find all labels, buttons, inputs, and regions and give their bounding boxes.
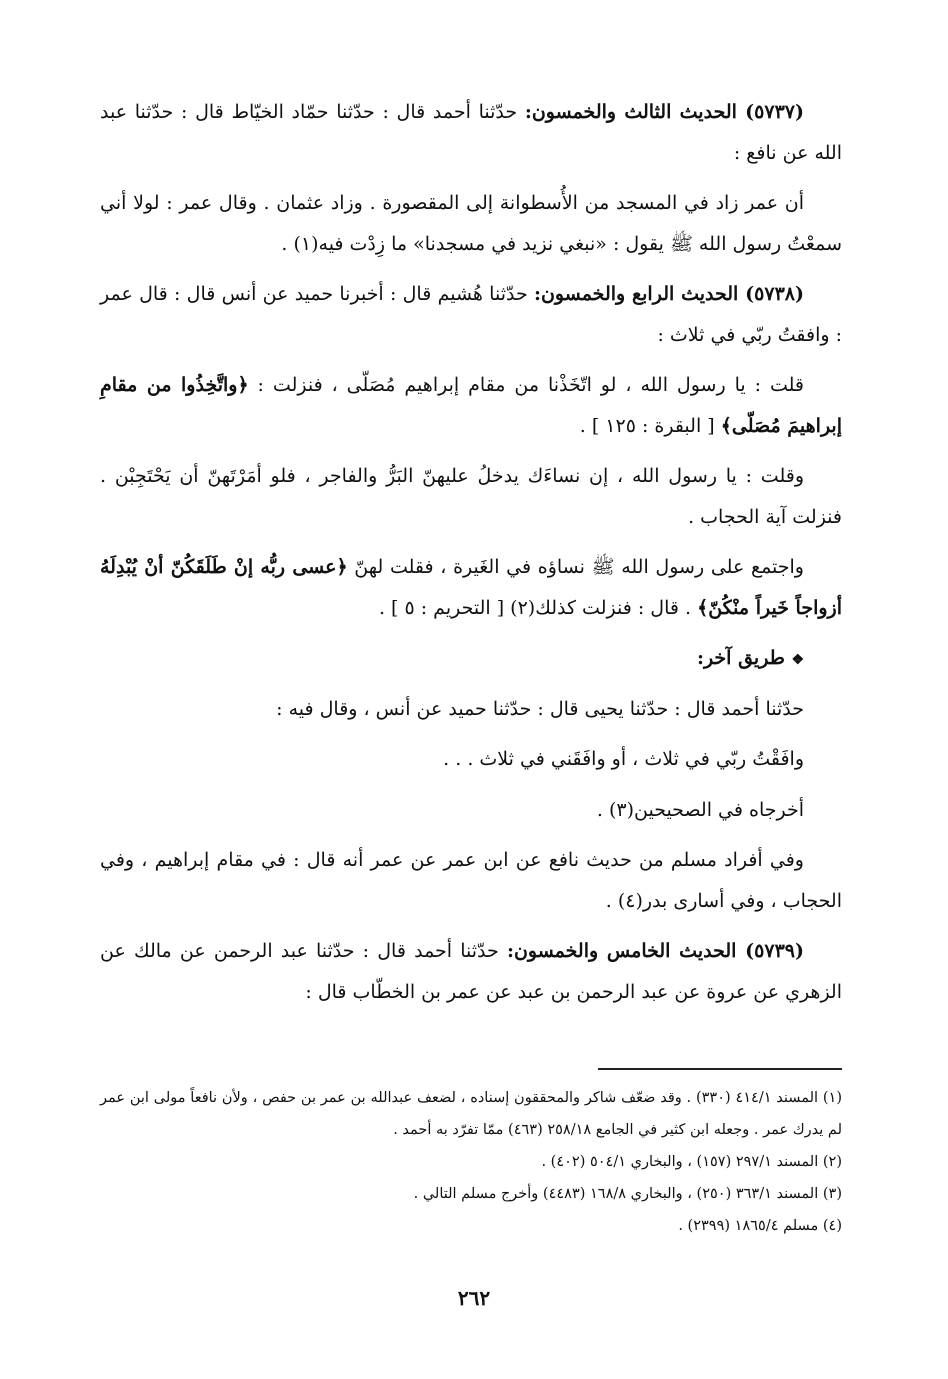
footnote-4: (٤) مسلم ١٨٦٥/٤ (٢٣٩٩) . [678, 1218, 842, 1234]
body-paragraph [100, 689, 842, 730]
paragraph-text: أن عمر زاد في المسجد من الأُسطوانة إلى المقصورة . وزاد عثمان . وقال عمر : لولا أني سمعْتُ رسول الله ﷺ يقول : «نبغي نزيد في مسجدنا» ما زِدْت فيه(١) . [100, 192, 842, 255]
paragraph-text: واجتمع على رسول الله ﷺ نساؤه في الغَيرة ، فقلت لهنّ [347, 556, 804, 578]
body-paragraph [100, 739, 842, 780]
paragraph-text: قلت : يا رسول الله ، لو اتّخَذْنا من مقام إبراهيم مُصَلّى ، فنزلت : [248, 374, 805, 396]
subheading-label: طريق آخر: [696, 647, 785, 669]
hadith-text: حدّثنا هُشيم قال : أخبرنا حميد عن أنس قال : قال عمر : وافقتُ ربّي في ثلاث : [100, 283, 842, 346]
paragraph-text: حدّثنا أحمد قال : حدّثنا يحيى قال : حدّثنا حميد عن أنس ، وقال فيه : [276, 697, 804, 720]
quran-reference: . قال : فنزلت كذلك(٢) [ التحريم : ٥ ] . [378, 596, 698, 619]
footnote-1: (١) المسند ٤١٤/١ (٣٣٠) . وقد ضعّف شاكر والمحققون إسناده ، لضعف عبدالله بن عمر بن حفص ، ولأن نافعاً مولى ابن عمر لم يدرك عمر . وجعله ابن كثير في الجامع ٢٥٨/١٨ (٤٦٣) ممّا تفرّد به أحمد . [100, 1090, 842, 1138]
hadith-5737-paragraph [100, 92, 842, 173]
hadith-heading: (٥٧٣٧) الحديث الثالث والخمسون: [524, 101, 804, 123]
main-text [100, 92, 842, 1022]
footnotes [100, 1082, 842, 1242]
body-paragraph [100, 365, 842, 446]
body-paragraph [100, 456, 842, 537]
body-paragraph [100, 840, 842, 921]
footnote-2: (٢) المسند ٢٩٧/١ (١٥٧) ، والبخاري ٥٠٤/١ (٤٠٢) . [541, 1154, 842, 1170]
hadith-5738-paragraph [100, 274, 842, 355]
alternate-chain-heading [100, 638, 842, 681]
body-paragraph [100, 547, 842, 628]
body-paragraph [100, 183, 842, 264]
diamond-bullet-icon: ❖ [791, 652, 804, 668]
hadith-heading: (٥٧٣٨) الحديث الرابع والخمسون: [533, 283, 804, 305]
paragraph-text: أخرجاه في الصحيحين(٣) . [596, 798, 804, 821]
footnote-divider [598, 1068, 842, 1070]
hadith-heading: (٥٧٣٩) الحديث الخامس والخمسون: [506, 940, 804, 962]
hadith-5739-paragraph [100, 931, 842, 1012]
paragraph-text: وافَقْتُ ربّي في ثلاث ، أو وافَقَني في ثلاث . . . [443, 748, 804, 770]
paragraph-text: وفي أفراد مسلم من حديث نافع عن ابن عمر عن عمر أنه قال : في مقام إبراهيم ، وفي الحجاب ، وفي أسارى بدر(٤) . [100, 849, 842, 912]
quran-quote: ﴿واتَّخِذُوا من مقامِ إبراهيمَ مُصَلّى﴾ [100, 374, 842, 437]
quran-quote: ﴿عسى ربُّه إنْ طَلَقَكُنّ أنْ يُبْدِلَهُ أزواجاً خَيراً منْكُنّ﴾ [100, 556, 842, 619]
quran-reference: [ البقرة : ١٢٥ ] . [579, 414, 721, 437]
page-number: ٢٦٢ [457, 1286, 491, 1310]
hadith-text: حدّثنا أحمد قال : حدّثنا عبد الرحمن عن مالك عن الزهري عن عروة عن عبد الرحمن بن عبد عن عمر بن الخطّاب قال : [100, 940, 842, 1003]
paragraph-text: وقلت : يا رسول الله ، إن نساءَك يدخلُ عليهنّ البَرُّ والفاجر ، فلو أمَرْتَهنّ أن يَحْتَجِبْن . فنزلت آية الحجاب . [100, 465, 842, 528]
footnote-3: (٣) المسند ٣٦٣/١ (٢٥٠) ، والبخاري ١٦٨/٨ (٤٤٨٣) وأخرج مسلم التالي . [413, 1186, 842, 1202]
hadith-text: حدّثنا أحمد قال : حدّثنا حمّاد الخيّاط قال : حدّثنا عبد الله عن نافع : [100, 101, 842, 164]
body-paragraph [100, 790, 842, 831]
